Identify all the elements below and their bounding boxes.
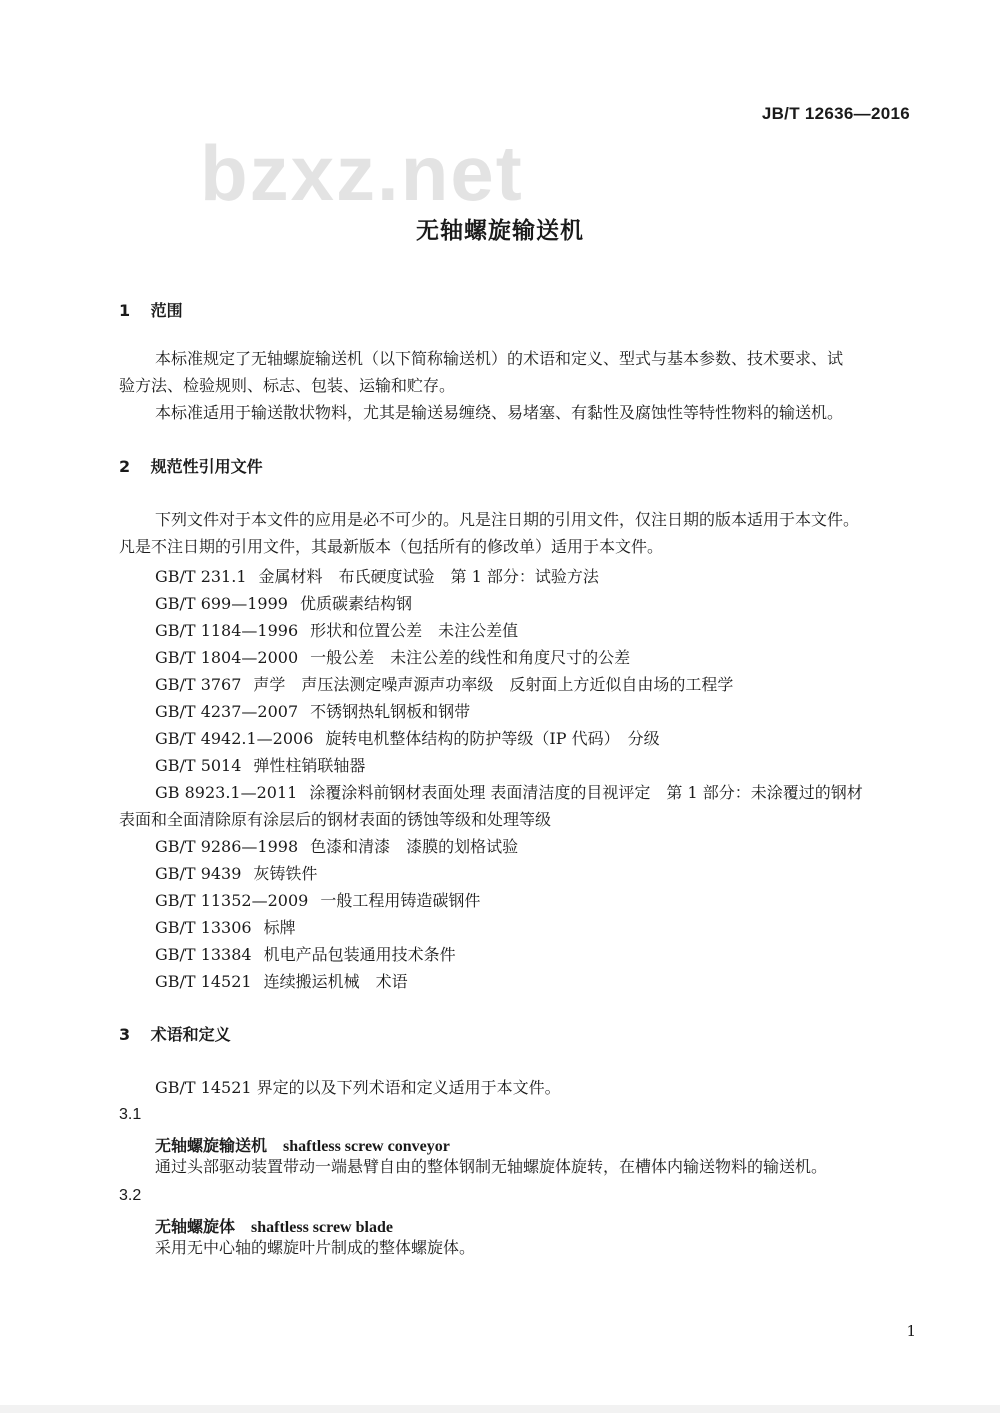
reference-code: GB 8923.1—2011 [155,783,298,802]
reference-item [155,780,863,803]
reference-code: GB/T 3767 [155,675,242,694]
reference-title: 形状和位置公差 未注公差值 [310,621,519,640]
reference-title: 灰铸铁件 [253,864,318,883]
reference-item [155,591,412,614]
reference-code: GB/T 13384 [155,945,252,964]
reference-code: GB/T 231.1 [155,567,247,586]
reference-title: 弹性柱销联轴器 [253,756,366,775]
reference-item [155,699,470,722]
term-definition: 通过头部驱动装置带动一端悬臂自由的整体钢制无轴螺旋体旋转，在槽体内输送物料的输送机。 [155,1157,828,1176]
section-number: 1 [119,301,131,320]
reference-item [155,564,599,587]
term-zh: 无轴螺旋体 [155,1217,236,1236]
paragraph: GB/T 14521 界定的以及下列术语和定义适用于本文件。 [155,1078,561,1097]
reference-code: GB/T 4942.1—2006 [155,729,314,748]
reference-title: 机电产品包装通用技术条件 [263,945,456,964]
section-title: 术语和定义 [150,1025,231,1044]
reference-code: GB/T 1184—1996 [155,621,299,640]
page-edge [0,1405,1000,1413]
reference-code: GB/T 699—1999 [155,594,288,613]
reference-item [155,672,733,695]
reference-title: 连续搬运机械 术语 [263,972,408,991]
section-title: 规范性引用文件 [150,457,263,476]
reference-code: GB/T 11352—2009 [155,891,309,910]
term-definition: 采用无中心轴的螺旋叶片制成的整体螺旋体。 [155,1238,476,1257]
section-heading-terms [119,1022,231,1045]
reference-code: GB/T 4237—2007 [155,702,299,721]
reference-continuation: 表面和全面清除原有涂层后的钢材表面的锈蚀等级和处理等级 [119,810,552,829]
term-en: shaftless screw conveyor [283,1138,450,1155]
term-en: shaftless screw blade [251,1219,393,1236]
reference-item [155,888,480,911]
reference-item [155,915,296,938]
reference-item [155,969,408,992]
section-number: 3 [119,1025,131,1044]
paragraph: 本标准适用于输送散状物料，尤其是输送易缠绕、易堵塞、有黏性及腐蚀性等特性物料的输送机。 [155,403,844,422]
reference-item [155,618,518,641]
reference-item [155,726,660,749]
term-number: 3.1 [119,1106,142,1123]
reference-title: 色漆和清漆 漆膜的划格试验 [310,837,519,856]
section-heading-normative [119,454,263,477]
reference-title: 不锈钢热轧钢板和钢带 [310,702,471,721]
paragraph: 本标准规定了无轴螺旋输送机（以下简称输送机）的术语和定义、型式与基本参数、技术要求、试 [155,349,844,368]
reference-title: 金属材料 布氏硬度试验 第 1 部分：试验方法 [258,567,599,586]
reference-item [155,753,365,776]
page-title: 无轴螺旋输送机 [416,218,584,244]
reference-title: 一般工程用铸造碳钢件 [320,891,481,910]
reference-item [155,861,317,884]
reference-code: GB/T 9439 [155,864,242,883]
paragraph: 验方法、检验规则、标志、包装、运输和贮存。 [119,376,456,395]
reference-title: 涂覆涂料前钢材表面处理 表面清洁度的目视评定 第 1 部分：未涂覆过的钢材 [309,783,863,802]
section-heading-scope [119,298,183,321]
term-number: 3.2 [119,1187,142,1204]
reference-title: 优质碳素结构钢 [299,594,412,613]
reference-item [155,942,456,965]
page-number: 1 [906,1322,916,1340]
reference-code: GB/T 14521 [155,972,252,991]
paragraph: 凡是不注日期的引用文件，其最新版本（包括所有的修改单）适用于本文件。 [119,537,664,556]
term-zh: 无轴螺旋输送机 [155,1136,268,1155]
reference-code: GB/T 1804—2000 [155,648,299,667]
reference-item [155,834,518,857]
reference-title: 一般公差 未注公差的线性和角度尺寸的公差 [310,648,631,667]
watermark: bzxz.net [200,129,524,217]
section-number: 2 [119,457,131,476]
reference-title: 声学 声压法测定噪声源声功率级 反射面上方近似自由场的工程学 [253,675,734,694]
reference-item [155,645,630,668]
standard-code: JB/T 12636—2016 [761,104,910,123]
reference-title: 标牌 [263,918,296,937]
reference-code: GB/T 5014 [155,756,242,775]
reference-code: GB/T 13306 [155,918,252,937]
reference-code: GB/T 9286—1998 [155,837,299,856]
paragraph: 下列文件对于本文件的应用是必不可少的。凡是注日期的引用文件，仅注日期的版本适用于本文件。 [155,510,860,529]
reference-title: 旋转电机整体结构的防护等级（IP 代码） 分级 [325,729,660,748]
section-title: 范围 [150,301,183,320]
